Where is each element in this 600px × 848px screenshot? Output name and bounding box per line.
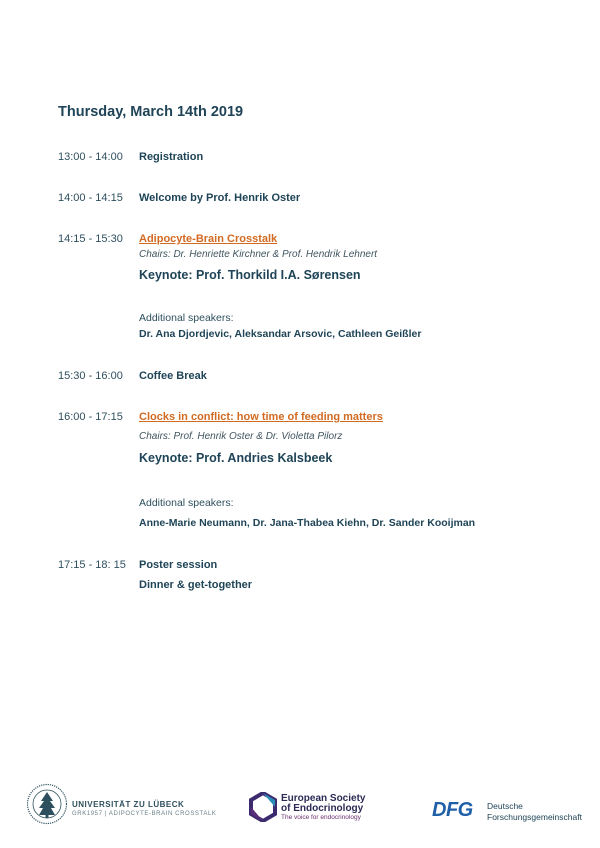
time-slot: 15:30 - 16:00 xyxy=(58,370,123,382)
agenda-title: Welcome by Prof. Henrik Oster xyxy=(139,192,301,204)
session-link[interactable]: Clocks in conflict: how time of feeding matters xyxy=(139,411,383,423)
university-name: UNIVERSITÄT ZU LÜBECK xyxy=(72,800,185,809)
dfg-name-line2: Forschungsgemeinschaft xyxy=(487,812,582,822)
additional-speakers-label: Additional speakers: xyxy=(139,497,234,509)
dfg-logo: DFG xyxy=(432,799,473,821)
time-slot: 13:00 - 14:00 xyxy=(58,151,123,163)
agenda-title: Registration xyxy=(139,151,204,163)
ese-name-line2: of Endocrinology xyxy=(281,803,364,814)
page-title: Thursday, March 14th 2019 xyxy=(58,104,244,120)
ese-tagline: The voice for endocrinology xyxy=(281,814,361,821)
agenda-title-secondary: Dinner & get-together xyxy=(139,579,253,591)
ese-hexagon-logo xyxy=(248,792,278,822)
additional-speakers: Anne-Marie Neumann, Dr. Jana-Thabea Kiehn, Dr. Sander Kooijman xyxy=(139,517,476,529)
time-slot: 14:00 - 14:15 xyxy=(58,192,123,204)
ese-name-line1: European Society xyxy=(281,793,366,804)
session-chairs: Chairs: Prof. Henrik Oster & Dr. Violetta Pilorz xyxy=(139,431,343,442)
time-slot: 16:00 - 17:15 xyxy=(58,411,123,423)
university-seal-logo xyxy=(26,783,68,825)
university-subtitle: GRK1957 | ADIPOCYTE-BRAIN CROSSTALK xyxy=(72,811,217,817)
agenda-title: Poster session xyxy=(139,559,218,571)
dfg-name-line1: Deutsche xyxy=(487,801,523,811)
session-chairs: Chairs: Dr. Henriette Kirchner & Prof. Hendrik Lehnert xyxy=(139,249,378,260)
time-slot: 14:15 - 15:30 xyxy=(58,233,123,245)
session-link[interactable]: Adipocyte-Brain Crosstalk xyxy=(139,233,278,245)
time-slot: 17:15 - 18: 15 xyxy=(58,559,126,571)
keynote-speaker: Keynote: Prof. Andries Kalsbeek xyxy=(139,451,333,465)
additional-speakers: Dr. Ana Djordjevic, Aleksandar Arsovic, Cathleen Geißler xyxy=(139,328,422,340)
agenda-title: Coffee Break xyxy=(139,370,207,382)
additional-speakers-label: Additional speakers: xyxy=(139,312,234,324)
keynote-speaker: Keynote: Prof. Thorkild I.A. Sørensen xyxy=(139,268,361,282)
